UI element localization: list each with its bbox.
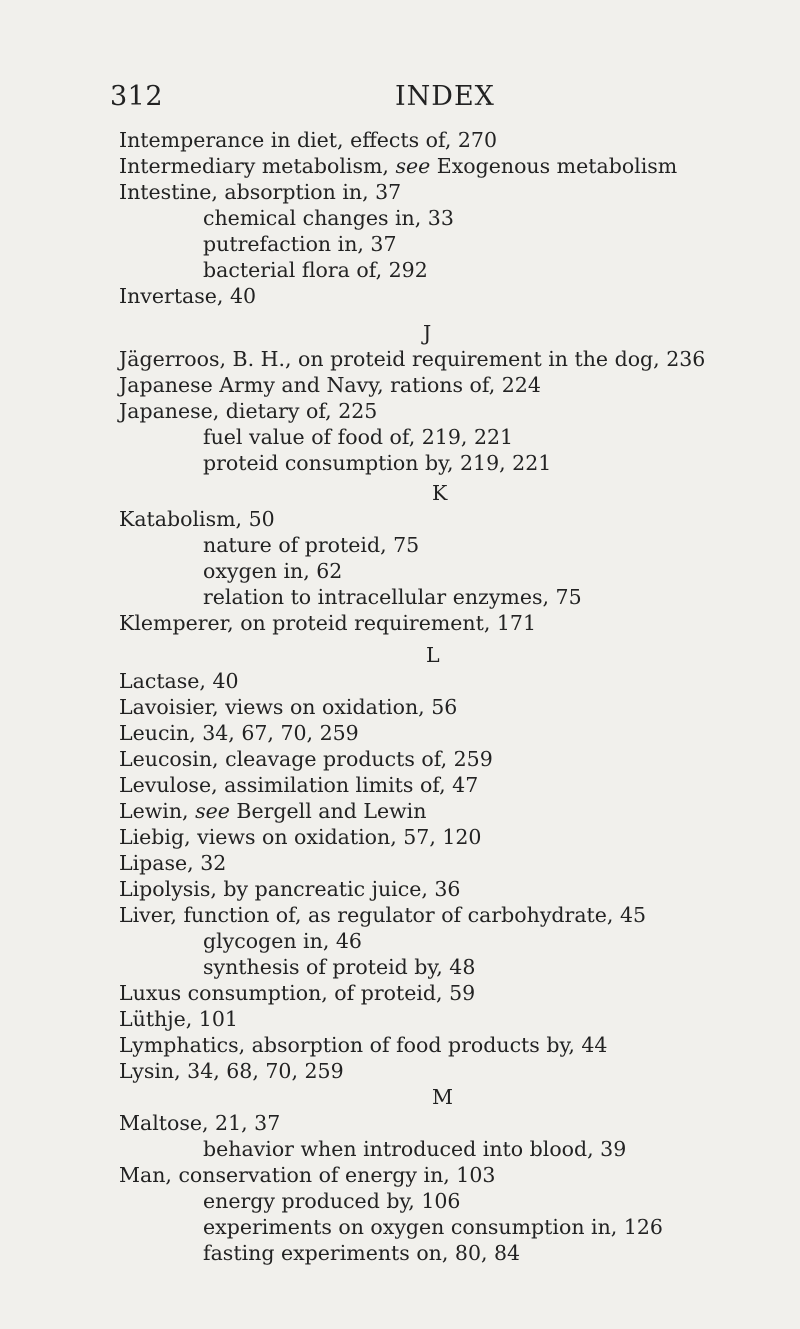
index-entry: Jägerroos, B. H., on proteid requirement in the dog, 236 (119, 347, 706, 371)
section-letter: L (426, 643, 440, 667)
index-entry: Lipolysis, by pancreatic juice, 36 (119, 877, 461, 901)
index-entry: Liver, function of, as regulator of carbohydrate, 45 (119, 903, 647, 927)
index-subentry: oxygen in, 62 (203, 559, 343, 583)
index-entry: Lewin, see Bergell and Lewin (119, 799, 427, 823)
index-entry: Intermediary metabolism, see Exogenous metabolism (119, 154, 678, 178)
index-subentry: putrefaction in, 37 (203, 232, 397, 256)
index-entry: Lymphatics, absorption of food products by, 44 (119, 1033, 608, 1057)
index-entry: Katabolism, 50 (119, 507, 275, 531)
index-entry: Japanese Army and Navy, rations of, 224 (119, 373, 541, 397)
index-subentry: synthesis of proteid by, 48 (203, 955, 476, 979)
index-entry: Lysin, 34, 68, 70, 259 (119, 1059, 344, 1083)
index-subentry: chemical changes in, 33 (203, 206, 454, 230)
index-entry: Intemperance in diet, effects of, 270 (119, 128, 498, 152)
index-entry: Liebig, views on oxidation, 57, 120 (119, 825, 482, 849)
index-subentry: relation to intracellular enzymes, 75 (203, 585, 582, 609)
index-entry: Intestine, absorption in, 37 (119, 180, 402, 204)
index-entry: Luxus consumption, of proteid, 59 (119, 981, 476, 1005)
index-subentry: fuel value of food of, 219, 221 (203, 425, 514, 449)
section-letter: K (432, 481, 448, 505)
index-entry: Japanese, dietary of, 225 (119, 399, 378, 423)
index-entry: Man, conservation of energy in, 103 (119, 1163, 496, 1187)
page-title: INDEX (395, 81, 495, 112)
index-entry: Klemperer, on proteid requirement, 171 (119, 611, 537, 635)
index-subentry: bacterial flora of, 292 (203, 258, 428, 282)
index-entry: Leucin, 34, 67, 70, 259 (119, 721, 359, 745)
index-entry: Levulose, assimilation limits of, 47 (119, 773, 479, 797)
index-subentry: behavior when introduced into blood, 39 (203, 1137, 627, 1161)
index-subentry: energy produced by, 106 (203, 1189, 461, 1213)
index-entry: Lactase, 40 (119, 669, 239, 693)
index-subentry: glycogen in, 46 (203, 929, 362, 953)
index-subentry: proteid consumption by, 219, 221 (203, 451, 552, 475)
index-entry: Invertase, 40 (119, 284, 257, 308)
index-subentry: experiments on oxygen consumption in, 126 (203, 1215, 663, 1239)
index-subentry: nature of proteid, 75 (203, 533, 420, 557)
section-letter: J (423, 321, 432, 345)
page-number: 312 (110, 81, 164, 112)
index-entry: Leucosin, cleavage products of, 259 (119, 747, 493, 771)
index-entry: Lavoisier, views on oxidation, 56 (119, 695, 458, 719)
index-entry: Lüthje, 101 (119, 1007, 238, 1031)
index-subentry: fasting experiments on, 80, 84 (203, 1241, 521, 1265)
index-entry: Maltose, 21, 37 (119, 1111, 281, 1135)
section-letter: M (432, 1085, 453, 1109)
index-entry: Lipase, 32 (119, 851, 227, 875)
